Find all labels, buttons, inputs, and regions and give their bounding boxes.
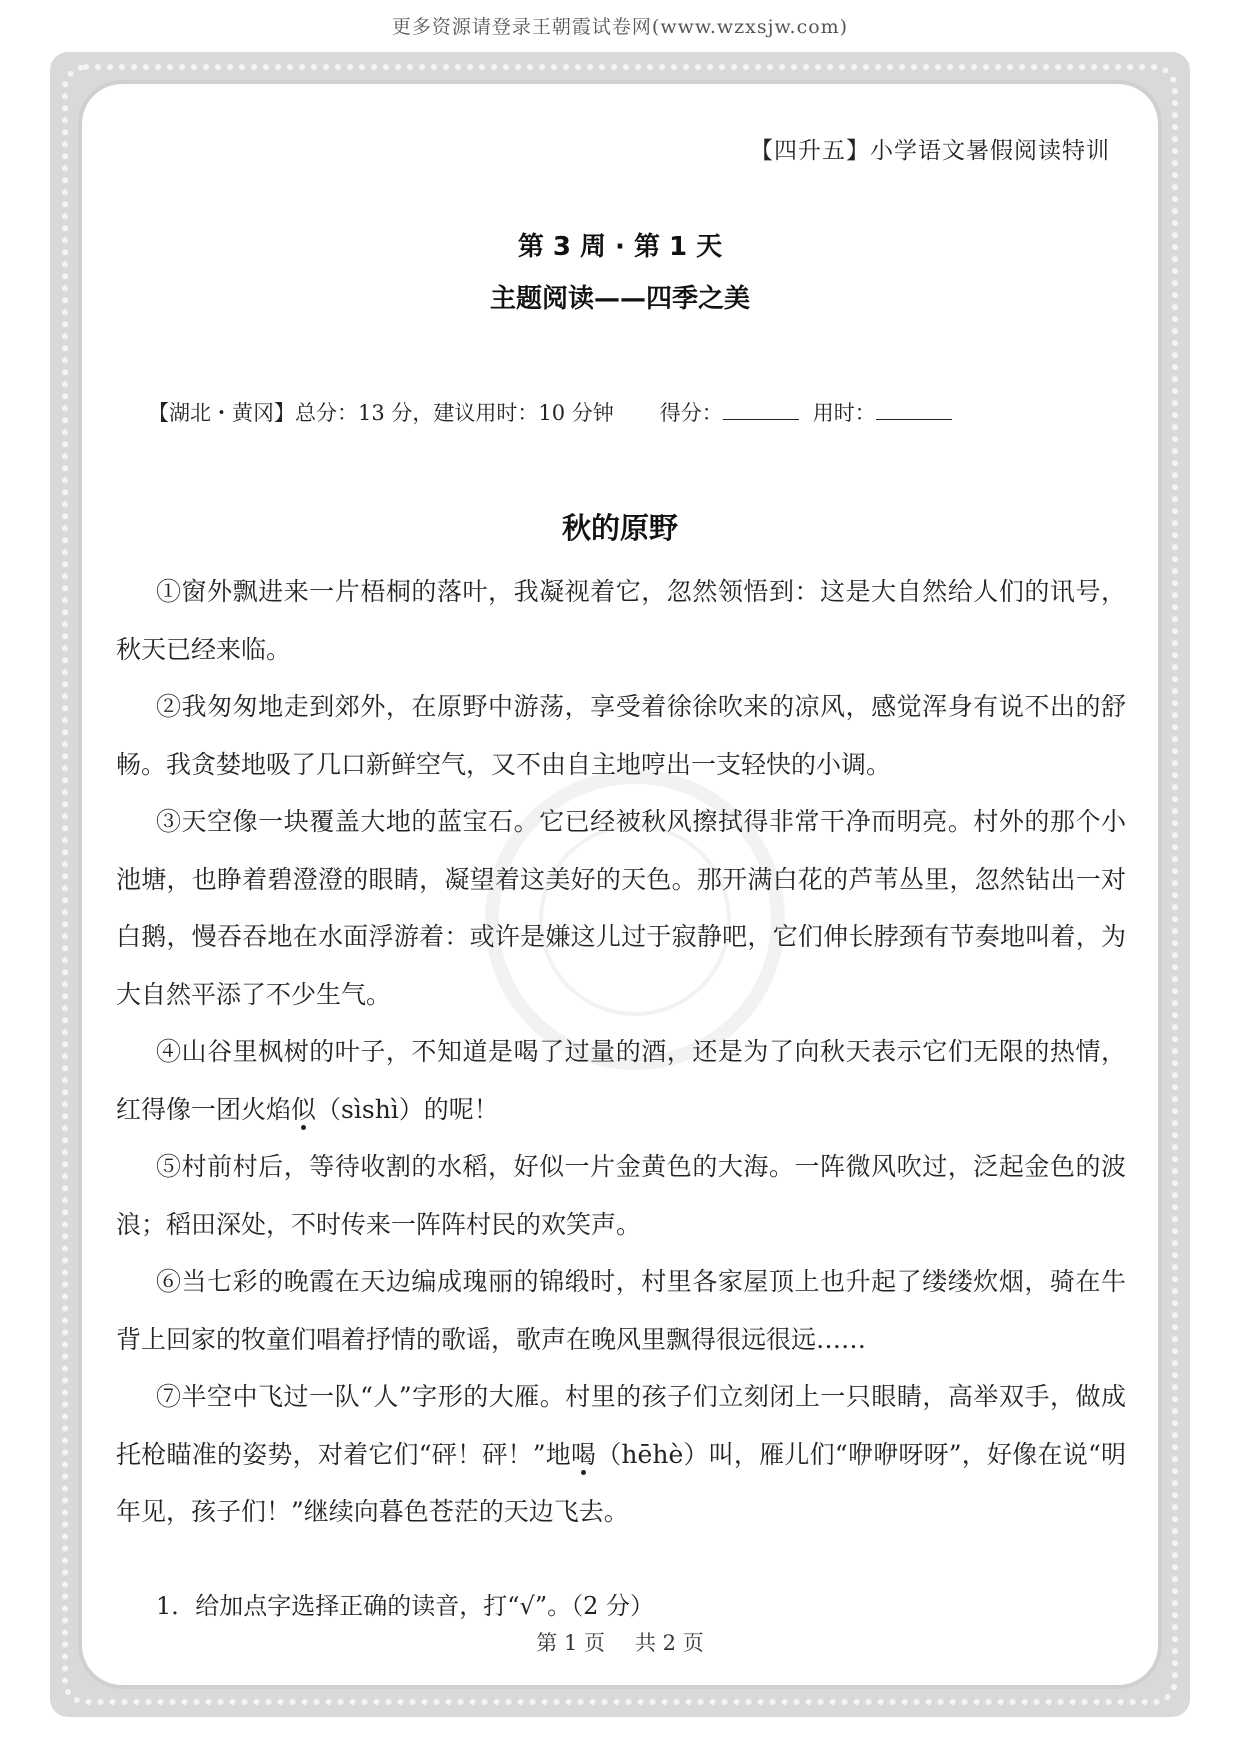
paragraph-6: ⑥当七彩的晚霞在天边编成瑰丽的锦缎时，村里各家屋顶上也升起了缕缕炊烟，骑在牛背上回家的牧童们唱着抒情的歌谣，歌声在晚风里飘得很远很远…… xyxy=(116,1267,1126,1354)
total-score-info: 总分：13 分，建议用时：10 分钟 xyxy=(295,401,614,425)
current-page: 第 1 页 xyxy=(536,1631,605,1655)
paragraph-7 xyxy=(116,1368,1126,1541)
paragraph-4-text: ④山谷里枫树的叶子，不知道是喝了过量的酒，还是为了向秋天表示它们无限的热情，红得像一团火焰 xyxy=(116,1037,1126,1124)
week-title: 第 3 周 · 第 1 天 xyxy=(517,232,723,262)
dotted-character: 喝 xyxy=(570,1439,597,1469)
score-blank xyxy=(723,401,799,420)
paragraph-1: ①窗外飘进来一片梧桐的落叶，我凝视着它，忽然领悟到：这是大自然给人们的讯号，秋天已经来临。 xyxy=(116,577,1126,664)
exam-meta-line xyxy=(148,397,952,427)
pinyin-option-1: （sì xyxy=(316,1094,362,1124)
paragraph-4 xyxy=(116,1023,1126,1138)
pinyin-option-2: hè）叫，雁儿们“咿咿呀呀”，好像在说“明年见，孩子们！”继续向暮色苍茫的天边飞去。 xyxy=(116,1439,1126,1526)
page-number xyxy=(0,1627,1240,1657)
source-banner: 更多资源请登录王朝霞试卷网(www.wzxsjw.com) xyxy=(391,16,849,38)
pinyin-option-2: shì）的呢！ xyxy=(361,1094,499,1124)
paragraph-7-text: ⑦半空中飞过一队“人”字形的大雁。村里的孩子们立刻闭上一只眼睛，高举双手，做成托枪瞄准的姿势，对着它们“砰！砰！”地 xyxy=(116,1382,1126,1469)
paragraph-2: ②我匆匆地走到郊外，在原野中游荡，享受着徐徐吹来的凉风，感觉浑身有说不出的舒畅。我贪婪地吸了几口新鲜空气，又不由自主地哼出一支轻快的小调。 xyxy=(116,692,1126,779)
score-label: 得分： xyxy=(659,401,723,425)
question-1: 1．给加点字选择正确的读音，打“√”。（2 分） xyxy=(156,1592,654,1620)
time-label: 用时： xyxy=(812,401,876,425)
dotted-character: 似 xyxy=(291,1094,317,1124)
paragraph-5: ⑤村前村后，等待收割的水稻，好似一片金黄色的大海。一阵微风吹过，泛起金色的波浪；稻田深处，不时传来一阵阵村民的欢笑声。 xyxy=(116,1152,1126,1239)
total-pages: 共 2 页 xyxy=(635,1631,704,1655)
article-title: 秋的原野 xyxy=(561,511,678,545)
pinyin-option-1: （hē xyxy=(596,1439,653,1469)
time-blank xyxy=(876,401,952,420)
series-tag: 【四升五】小学语文暑假阅读特训 xyxy=(750,138,1110,164)
region-label: 【湖北・黄冈】 xyxy=(148,401,295,425)
paragraph-3: ③天空像一块覆盖大地的蓝宝石。它已经被秋风擦拭得非常干净而明亮。村外的那个小池塘，也睁着碧澄澄的眼睛，凝望着这美好的天色。那开满白花的芦苇丛里，忽然钻出一对白鹅，慢吞吞地在水面浮游着：或许是嫌这儿过于寂静吧，它们伸长脖颈有节奏地叫着，为大自然平添了不少生气。 xyxy=(116,807,1126,1009)
article-body xyxy=(116,563,1126,1541)
theme-title: 主题阅读——四季之美 xyxy=(489,284,750,314)
